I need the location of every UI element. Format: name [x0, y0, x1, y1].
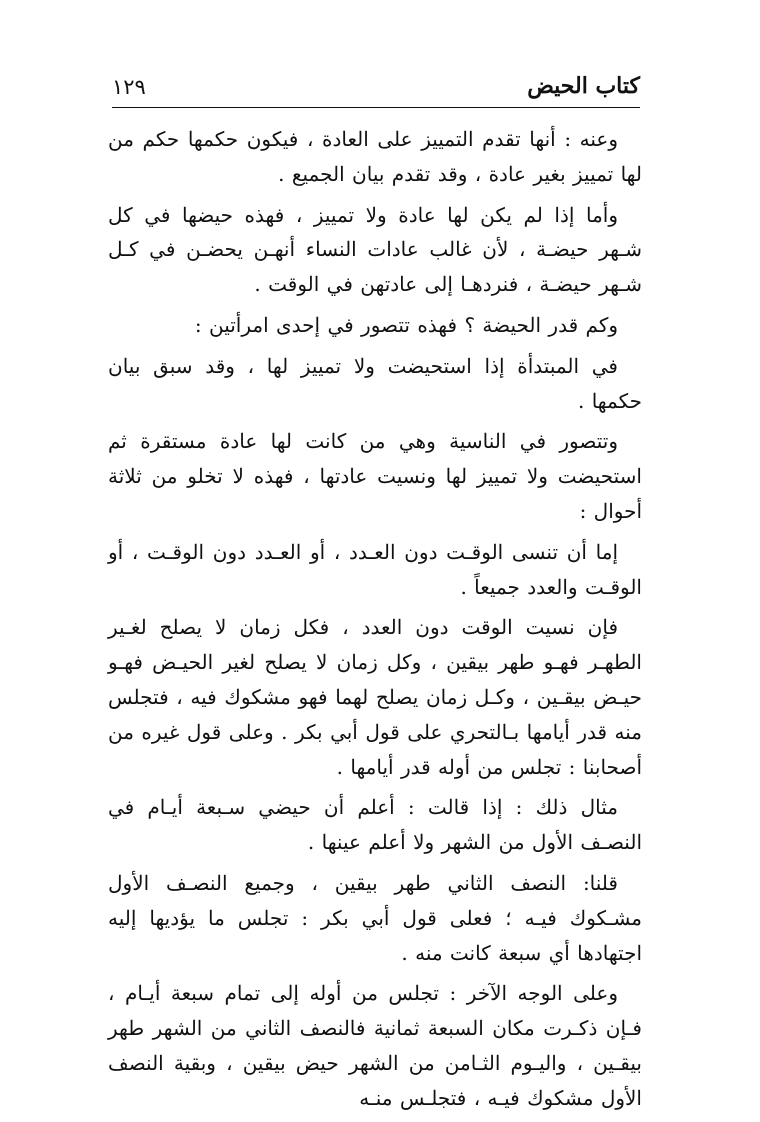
paragraph: وكم قدر الحيضة ؟ فهذه تتصور في إحدى امرأتين : — [194, 312, 618, 337]
chapter-title: كتاب الحيض — [527, 73, 640, 99]
paragraph: وعنه : أنها تقدم التمييز على العادة ، فيكون حكمها حكم من لها تمييز بغير عادة ، وقد تقدم بيان الجميع . — [108, 127, 642, 186]
paragraph: وعلى الوجه الآخر : تجلس من أوله إلى تمام سبعة أيـام ، فـإن ذكـرت مكان السبعة ثمانية فالنصف الثاني من الشهر طهر بيقـين ، واليـوم الثـامن من الشهر حيض بيقين ، وبقية النصف الأول مشكوك فيـه ، فتجلـس منـه — [108, 981, 642, 1110]
paragraph: إما أن تنسى الوقـت دون العـدد ، أو العـدد دون الوقـت ، أو الوقـت والعدد جميعاً . — [108, 539, 642, 599]
paragraph: قلنا: النصف الثاني طهر بيقين ، وجميع النصـف الأول مشـكوك فيـه ؛ فعلى قول أبي بكر : تجلس ما يؤديها إليه اجتهادها أي سبعة كانت منه . — [108, 870, 642, 965]
body-text — [108, 122, 642, 1122]
running-header — [112, 70, 640, 106]
paragraph: مثال ذلك : إذا قالت : أعلم أن حيضي سـبعة أيـام في النصـف الأول من الشهر ولا أعلم عينها . — [108, 795, 642, 855]
paragraph: وتتصور في الناسية وهي من كانت لها عادة مستقرة ثم استحيضت ولا تمييز لها ونسيت عادتها ، فهذه لا تخلو من ثلاثة أحوال : — [108, 429, 642, 523]
paragraph: فإن نسيت الوقت دون العدد ، فكل زمان لا يصلح لغـير الطهـر فهـو طهر بيقين ، وكل زمان لا يصلح لغير الحيـض فهـو حيـض بيقـين ، وكـل زمان يصلح لهما فهو مشكوك فيه ، فتجلس منه قدر أيامها بـالتحري على قول أبي بكر . وعلى قول غيره من أصحابنا : تجلس من أوله قدر أيامها . — [108, 615, 642, 779]
paragraph: في المبتدأة إذا استحيضت ولا تمييز لها ، وقد سبق بيان حكمها . — [108, 353, 642, 413]
header-divider — [112, 107, 640, 108]
paragraph: وأما إذا لم يكن لها عادة ولا تمييز ، فهذه حيضها في كل شـهر حيضـة ، لأن غالب عادات النساء أنهـن يحضـن في كـل شـهر حيضـة ، فنردهـا إلى عادتهن في الوقت . — [108, 202, 642, 297]
page-number: ١٢٩ — [112, 75, 146, 99]
